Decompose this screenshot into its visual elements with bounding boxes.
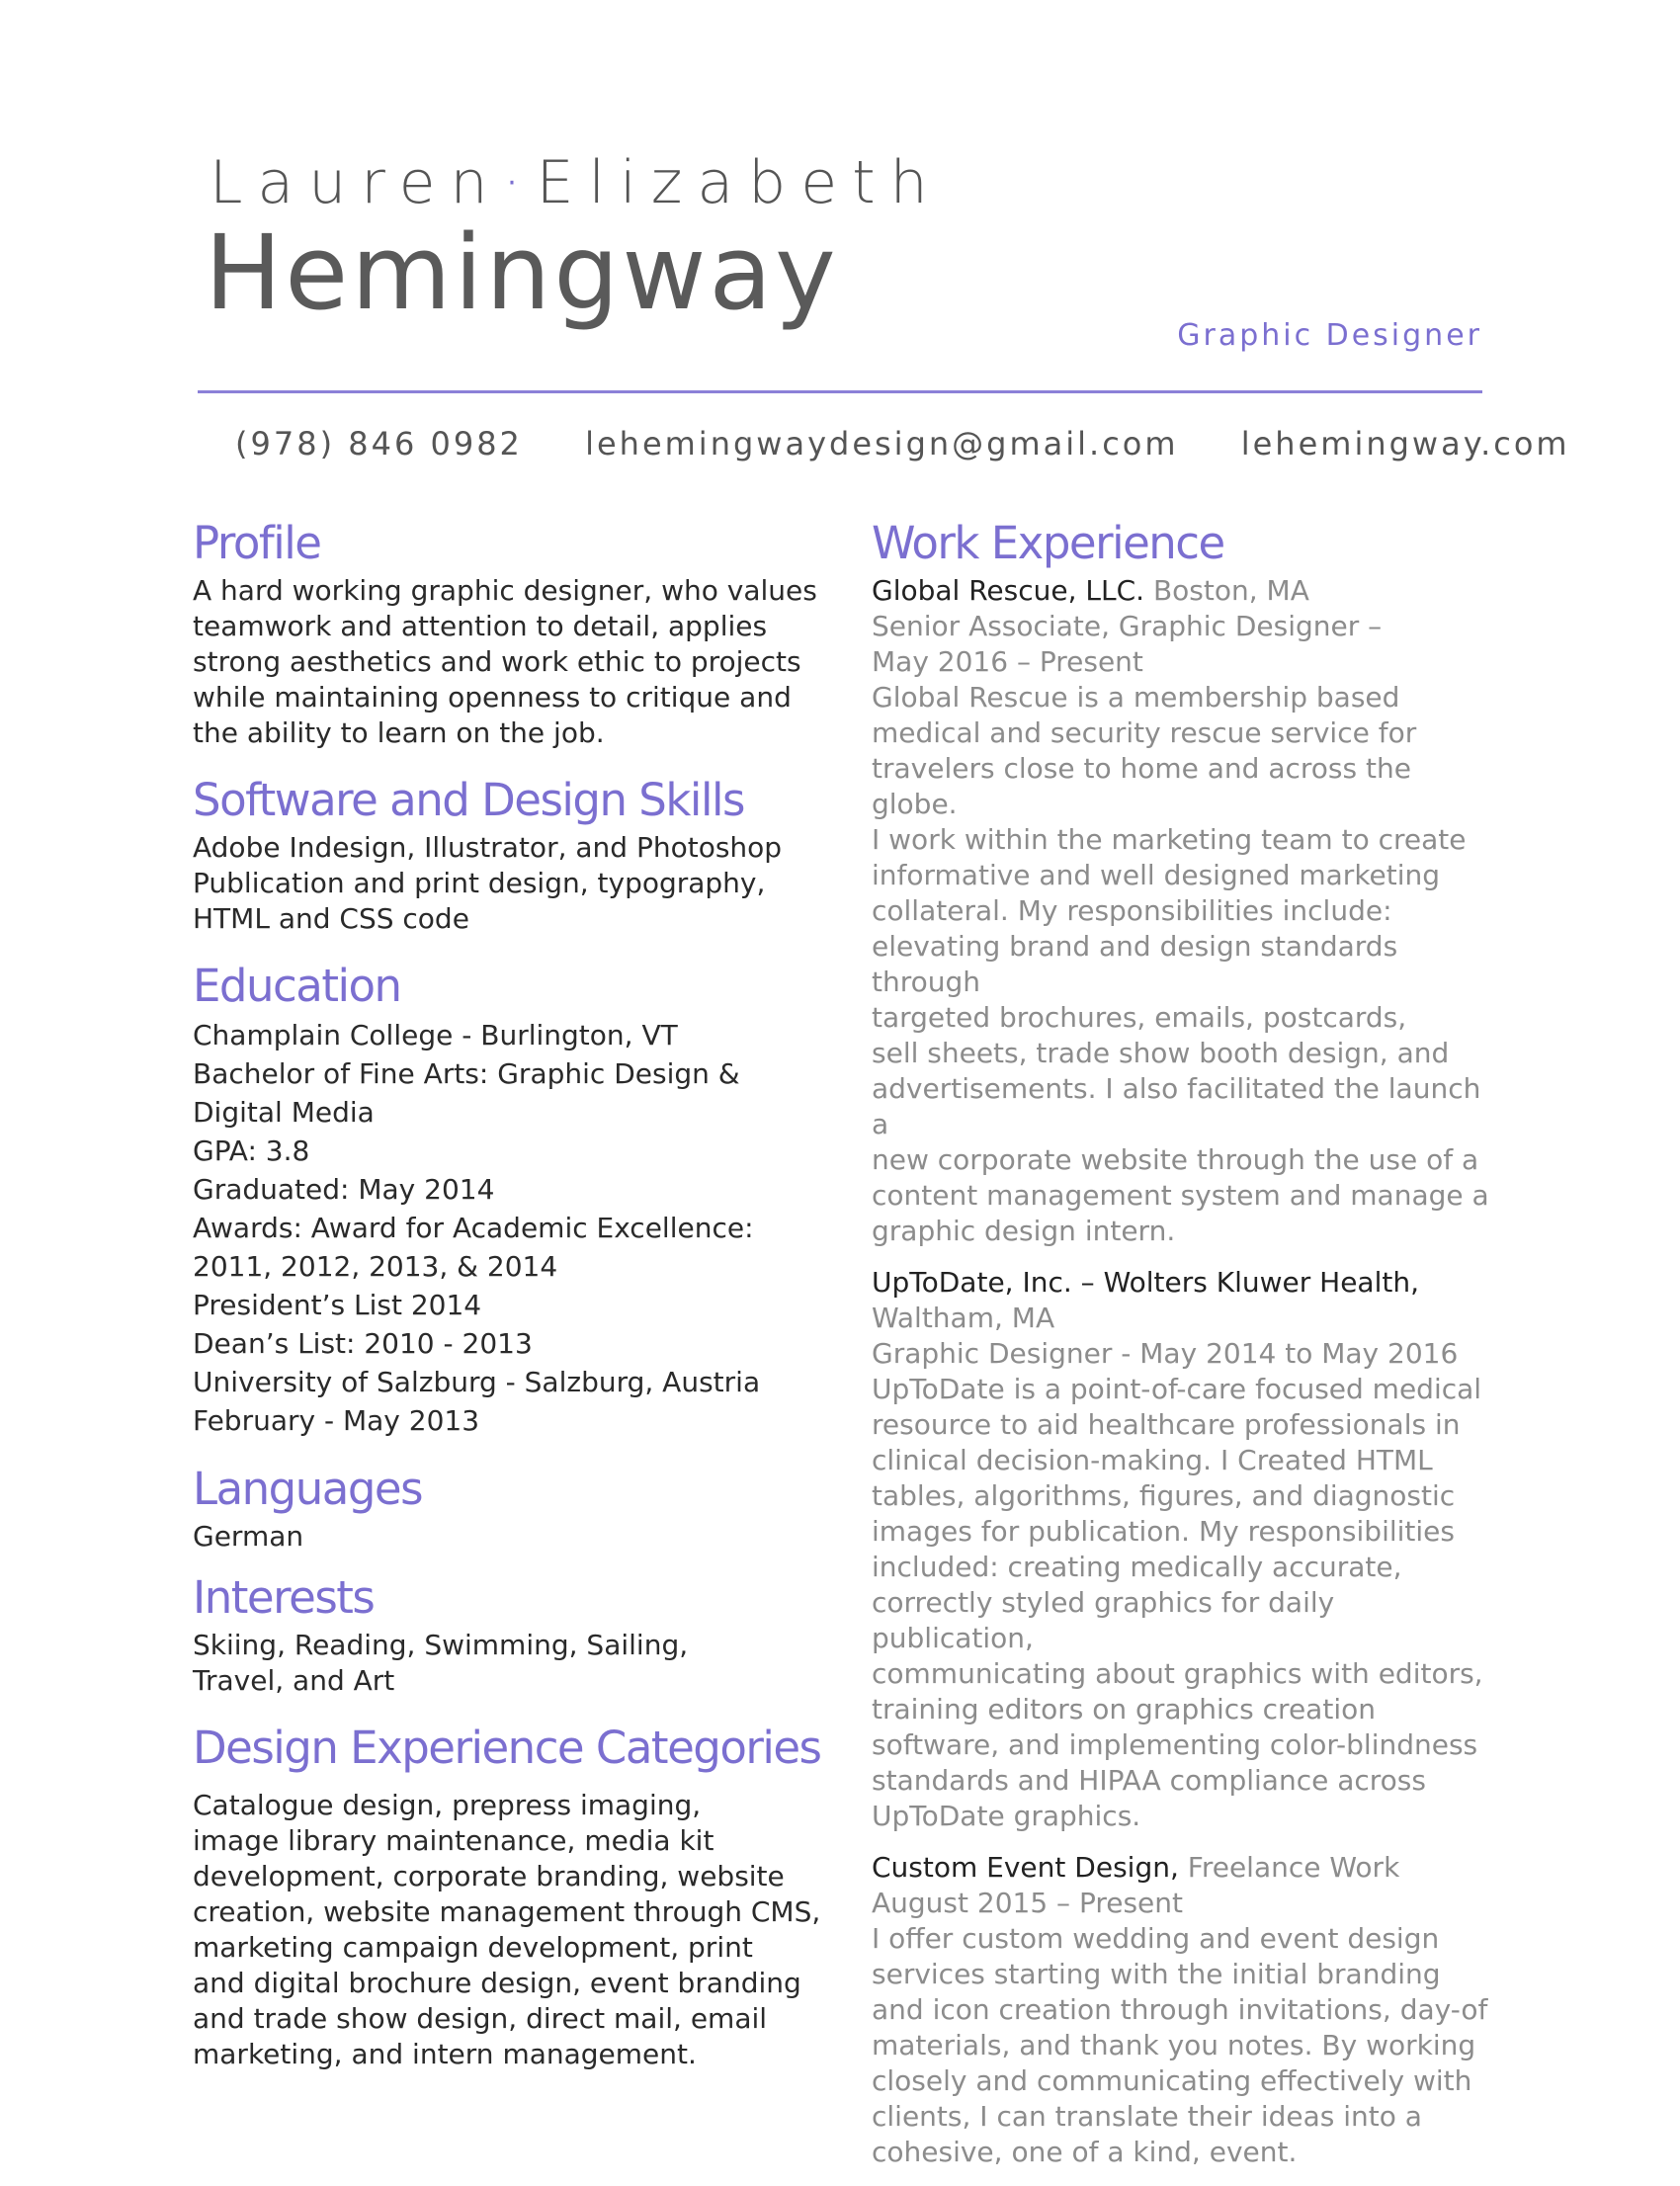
first-name: Lauren	[210, 148, 503, 217]
job-company: Custom Event Design,	[872, 1851, 1179, 1884]
job-header	[872, 1265, 1504, 1301]
education-line: Bachelor of Fine Arts: Graphic Design &	[193, 1057, 740, 1090]
categories-line: marketing, and intern management.	[193, 2038, 697, 2070]
job-line: clinical decision-making. I Created HTML	[872, 1444, 1433, 1476]
education-line: 2011, 2012, 2013, & 2014	[193, 1250, 558, 1283]
middle-name: Elizabeth	[536, 148, 943, 217]
job-line: materials, and thank you notes. By working	[872, 2029, 1476, 2061]
job-line: I offer custom wedding and event design	[872, 1922, 1440, 1955]
job-line: medical and security rescue service for	[872, 716, 1417, 749]
categories-text	[193, 1788, 825, 2072]
job-line: August 2015 – Present	[872, 1887, 1183, 1919]
education-line: Graduated: May 2014	[193, 1173, 495, 1206]
job-line: elevating brand and design standards through	[872, 930, 1398, 998]
job-entry	[872, 573, 1504, 1249]
job-company: UpToDate, Inc. – Wolters Kluwer Health,	[872, 1266, 1419, 1299]
job-location: Boston, MA	[1144, 574, 1309, 607]
job-line: UpToDate graphics.	[872, 1800, 1141, 1832]
job-header	[872, 573, 1504, 609]
education-line: Awards: Award for Academic Excellence:	[193, 1212, 754, 1244]
education-line: University of Salzburg - Salzburg, Austria	[193, 1366, 761, 1398]
job-line: images for publication. My responsibilities	[872, 1515, 1455, 1548]
right-column	[872, 514, 1504, 2186]
profile-heading: Profile	[193, 517, 321, 569]
education-line: President’s List 2014	[193, 1289, 482, 1321]
job-line: communicating about graphics with editors,	[872, 1657, 1483, 1690]
header-divider	[198, 390, 1482, 393]
name-separator: ·	[502, 148, 537, 217]
education-line: Champlain College - Burlington, VT	[193, 1019, 678, 1051]
job-line: training editors on graphics creation	[872, 1693, 1376, 1725]
categories-line: development, corporate branding, website	[193, 1860, 785, 1892]
job-line: advertisements. I also facilitated the launch a	[872, 1072, 1481, 1140]
job-line: travelers close to home and across the globe.	[872, 752, 1411, 820]
job-line: I work within the marketing team to create	[872, 823, 1467, 856]
skills-line: HTML and CSS code	[193, 902, 469, 935]
job-line: informative and well designed marketing	[872, 859, 1441, 891]
categories-line: marketing campaign development, print	[193, 1931, 753, 1964]
profile-line: while maintaining openness to critique and	[193, 681, 792, 714]
job-details	[872, 609, 1504, 1249]
languages-heading: Languages	[193, 1463, 423, 1515]
work-heading: Work Experience	[872, 517, 1224, 569]
job-header	[872, 1850, 1504, 1886]
job-line: clients, I can translate their ideas into a	[872, 2100, 1422, 2133]
categories-line: creation, website management through CMS,	[193, 1895, 821, 1928]
skills-line: Publication and print design, typography,	[193, 867, 766, 899]
job-line: and icon creation through invitations, day-of	[872, 1993, 1488, 2026]
job-line: Senior Associate, Graphic Designer –	[872, 610, 1383, 642]
job-line: Waltham, MA	[872, 1302, 1055, 1334]
profile-line: teamwork and attention to detail, applies	[193, 610, 768, 642]
job-entry	[872, 1265, 1504, 1834]
contact-email[interactable]: lehemingwaydesign@gmail.com	[585, 425, 1179, 462]
categories-line: image library maintenance, media kit	[193, 1824, 714, 1857]
skills-heading: Software and Design Skills	[193, 774, 744, 826]
education-heading: Education	[193, 960, 401, 1012]
job-details	[872, 1886, 1504, 2170]
job-line: services starting with the initial branding	[872, 1958, 1441, 1990]
job-company: Global Rescue, LLC.	[872, 574, 1145, 607]
interests-line: Travel, and Art	[193, 1664, 395, 1697]
job-line: targeted brochures, emails, postcards,	[872, 1001, 1407, 1034]
job-line: software, and implementing color-blindness	[872, 1728, 1478, 1761]
education-text	[193, 1016, 825, 1440]
job-location: Freelance Work	[1178, 1851, 1400, 1884]
interests-text	[193, 1628, 825, 1699]
left-column	[193, 514, 825, 2072]
categories-heading: Design Experience Categories	[193, 1722, 821, 1774]
contact-bar	[235, 425, 1570, 462]
first-middle-name	[210, 148, 943, 217]
profile-line: A hard working graphic designer, who values	[193, 574, 817, 607]
job-line: tables, algorithms, figures, and diagnostic	[872, 1479, 1456, 1512]
contact-website[interactable]: lehemingway.com	[1240, 425, 1570, 462]
last-name: Hemingway	[205, 212, 839, 333]
languages-text	[193, 1519, 825, 1555]
education-line: Dean’s List: 2010 - 2013	[193, 1327, 533, 1360]
job-line: new corporate website through the use of a	[872, 1143, 1479, 1176]
profile-text	[193, 573, 825, 751]
job-line: cohesive, one of a kind, event.	[872, 2136, 1298, 2168]
education-line: Digital Media	[193, 1096, 375, 1129]
job-title: Graphic Designer	[1177, 318, 1482, 353]
job-line: sell sheets, trade show booth design, and	[872, 1037, 1450, 1069]
job-line: May 2016 – Present	[872, 645, 1143, 678]
job-line: closely and communicating effectively with	[872, 2064, 1472, 2097]
job-line: resource to aid healthcare professionals in	[872, 1408, 1461, 1441]
profile-line: the ability to learn on the job.	[193, 716, 605, 749]
profile-line: strong aesthetics and work ethic to projects	[193, 645, 801, 678]
skills-text	[193, 830, 825, 937]
job-line: UpToDate is a point-of-care focused medical	[872, 1373, 1482, 1405]
job-line: collateral. My responsibilities include:	[872, 894, 1392, 927]
education-line: February - May 2013	[193, 1404, 480, 1437]
job-line: included: creating medically accurate,	[872, 1551, 1402, 1583]
job-details	[872, 1301, 1504, 1834]
categories-line: and trade show design, direct mail, email	[193, 2002, 768, 2035]
interests-heading: Interests	[193, 1571, 375, 1624]
job-line: Graphic Designer - May 2014 to May 2016	[872, 1337, 1459, 1370]
contact-phone[interactable]: (978) 846 0982	[235, 425, 523, 462]
categories-line: and digital brochure design, event branding	[193, 1967, 801, 1999]
job-line: correctly styled graphics for daily publication,	[872, 1586, 1335, 1654]
job-line: content management system and manage a	[872, 1179, 1489, 1212]
interests-line: Skiing, Reading, Swimming, Sailing,	[193, 1629, 689, 1661]
job-entry	[872, 1850, 1504, 2170]
languages-line: German	[193, 1520, 304, 1553]
education-line: GPA: 3.8	[193, 1135, 310, 1167]
job-line: standards and HIPAA compliance across	[872, 1764, 1426, 1797]
skills-line: Adobe Indesign, Illustrator, and Photoshop	[193, 831, 783, 864]
categories-line: Catalogue design, prepress imaging,	[193, 1789, 702, 1821]
job-line: Global Rescue is a membership based	[872, 681, 1400, 714]
job-line: graphic design intern.	[872, 1215, 1176, 1247]
